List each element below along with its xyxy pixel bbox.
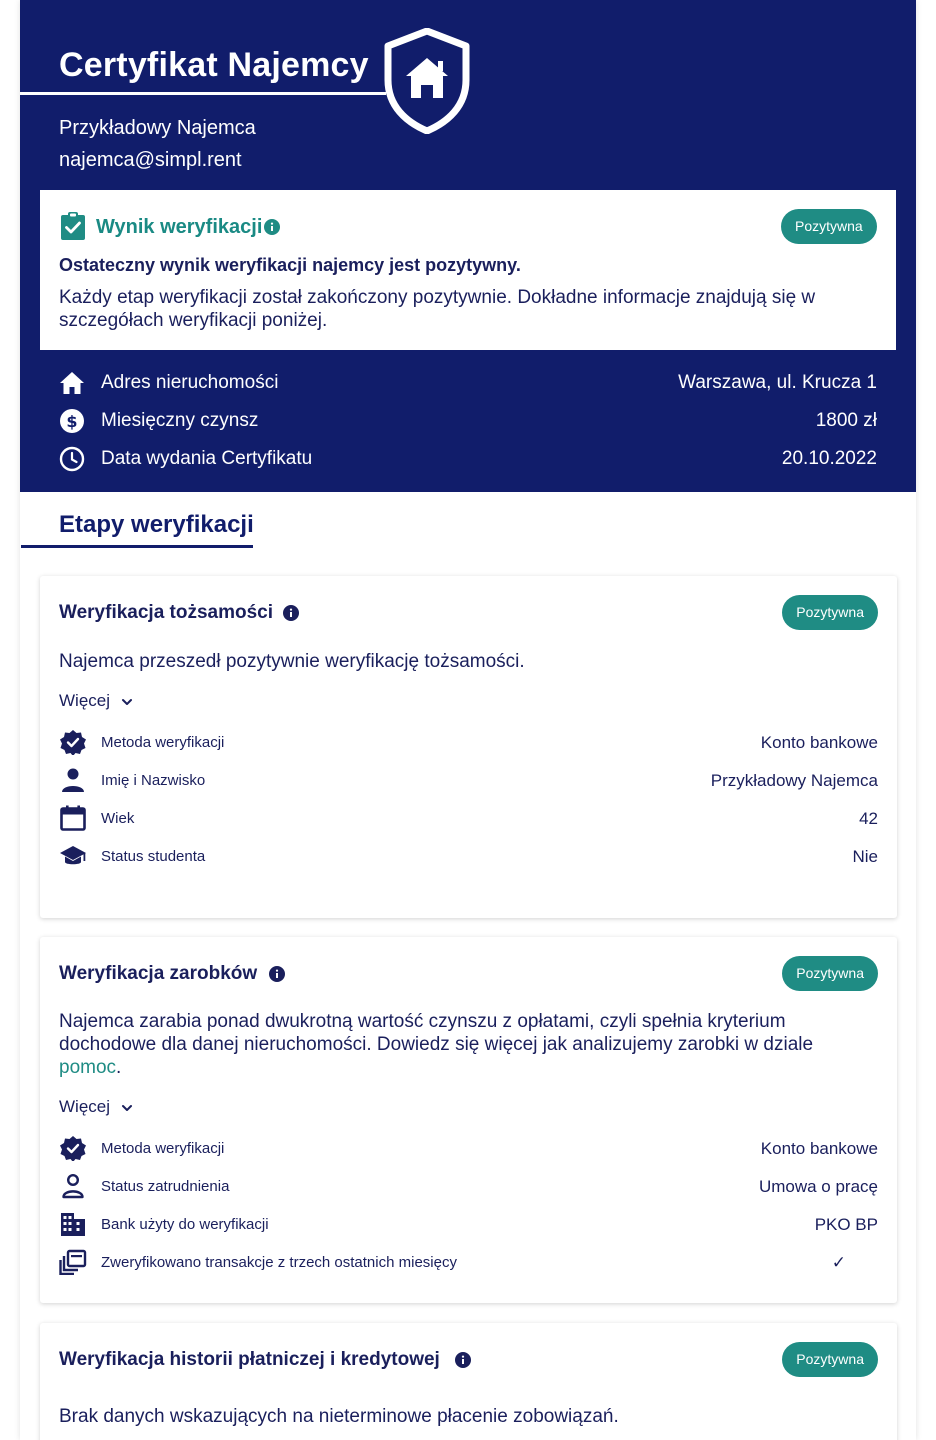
card-title: Weryfikacja tożsamości — [59, 602, 274, 623]
info-icon[interactable] — [269, 966, 285, 982]
tenant-name: Przykładowy Najemca — [59, 117, 256, 139]
detail-row — [59, 1210, 878, 1238]
chevron-down-icon — [121, 696, 133, 708]
detail-label: Metoda weryfikacji — [101, 1140, 225, 1157]
person-icon — [59, 767, 87, 793]
more-label: Więcej — [59, 691, 111, 710]
dollar-circle-icon — [59, 408, 85, 434]
clock-icon — [59, 446, 85, 472]
clipboard-check-icon — [60, 212, 86, 240]
checkmark-value: ✓ — [831, 1253, 846, 1272]
detail-label: Status studenta — [101, 848, 206, 865]
detail-value: Konto bankowe — [760, 1139, 878, 1158]
rent-label: Miesięczny czynsz — [101, 410, 259, 431]
help-link[interactable]: pomoc — [59, 1057, 117, 1078]
detail-value: Konto bankowe — [760, 733, 878, 752]
more-label: Więcej — [59, 1097, 111, 1116]
building-icon — [59, 1211, 87, 1237]
page-title: Certyfikat Najemcy — [59, 46, 369, 84]
certificate-header — [20, 0, 916, 492]
rent-value: 1800 zł — [815, 410, 877, 431]
more-toggle[interactable] — [59, 1097, 133, 1117]
detail-row — [59, 1248, 878, 1276]
card-title: Weryfikacja historii płatniczej i kredytowej — [59, 1349, 440, 1370]
card-description: Najemca przeszedł pozytywnie weryfikację tożsamości. — [59, 651, 525, 672]
card-title: Weryfikacja zarobków — [59, 963, 258, 984]
detail-value: Umowa o pracę — [758, 1177, 878, 1196]
detail-row — [59, 728, 878, 756]
detail-value: Nie — [852, 847, 878, 866]
property-address-row — [59, 368, 877, 398]
detail-value: Przykładowy Najemca — [710, 771, 878, 790]
payment-history-card — [40, 1323, 897, 1440]
detail-label: Bank użyty do weryfikacji — [101, 1216, 269, 1233]
detail-row — [59, 804, 878, 832]
info-icon[interactable] — [264, 219, 280, 235]
info-icon[interactable] — [455, 1352, 471, 1368]
detail-label: Wiek — [101, 810, 135, 827]
library-icon — [59, 1249, 87, 1275]
property-date-row — [59, 444, 877, 474]
result-summary: Ostateczny wynik weryfikacji najemcy jest pozytywny. — [59, 255, 521, 275]
detail-label: Imię i Nazwisko — [101, 772, 206, 789]
detail-label: Zweryfikowano transakcje z trzech ostatnich miesięcy — [101, 1254, 457, 1271]
address-label: Adres nieruchomości — [101, 372, 279, 393]
status-badge: Pozytywna — [782, 1342, 878, 1377]
result-title: Wynik weryfikacji — [96, 216, 263, 238]
detail-row — [59, 842, 878, 870]
detail-row — [59, 1134, 878, 1162]
home-icon — [59, 370, 85, 396]
verified-badge-icon — [59, 729, 87, 755]
date-label: Data wydania Certyfikatu — [101, 448, 313, 469]
address-value: Warszawa, ul. Krucza 1 — [678, 372, 877, 393]
property-rent-row — [59, 406, 877, 436]
detail-value: PKO BP — [814, 1215, 878, 1234]
tenant-email: najemca@simpl.rent — [59, 149, 242, 171]
date-value: 20.10.2022 — [781, 448, 877, 469]
more-toggle[interactable] — [59, 691, 133, 711]
detail-label: Metoda weryfikacji — [101, 734, 225, 751]
detail-label: Status zatrudnienia — [101, 1178, 230, 1195]
status-badge: Pozytywna — [782, 595, 878, 630]
section-title: Etapy weryfikacji — [59, 511, 254, 538]
status-badge: Pozytywna — [781, 209, 877, 244]
detail-row — [59, 1172, 878, 1200]
verified-badge-icon — [59, 1135, 87, 1161]
graduation-cap-icon — [59, 843, 87, 869]
person-outline-icon — [59, 1173, 87, 1199]
calendar-icon — [59, 805, 87, 831]
info-icon[interactable] — [283, 605, 299, 621]
result-description: Każdy etap weryfikacji został zakończony pozytywnie. Dokładne informacje znajdują się w szczegółach weryfikacji poniżej. — [59, 287, 816, 331]
income-verification-card — [40, 937, 897, 1303]
svg-text:$: $ — [66, 412, 78, 431]
shield-home-icon — [384, 28, 470, 134]
detail-value: 42 — [859, 809, 878, 828]
status-badge: Pozytywna — [782, 956, 878, 991]
card-description: Brak danych wskazujących na nieterminowe płacenie zobowiązań. — [59, 1406, 619, 1427]
identity-verification-card — [40, 576, 897, 918]
title-underline — [20, 92, 386, 95]
section-underline — [21, 545, 253, 548]
verification-result-box — [40, 190, 896, 350]
chevron-down-icon — [121, 1102, 133, 1114]
card-description: Najemca zarabia ponad dwukrotną wartość czynszu z opłatami, czyli spełnia kryterium dochodowe dla danej nieruchomości. Dowiedz się więcej jak analizujemy zarobki w dziale pomoc. — [59, 1011, 814, 1078]
detail-row — [59, 766, 878, 794]
